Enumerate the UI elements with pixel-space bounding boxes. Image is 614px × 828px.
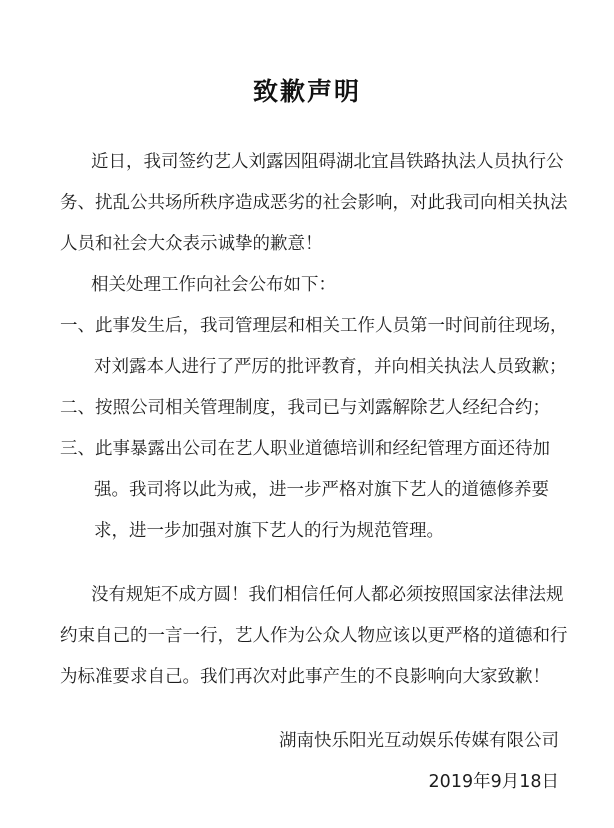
intro-line-3: 人员和社会大众表示诚挚的歉意！ bbox=[60, 234, 323, 254]
statement-title: 致歉声明 bbox=[252, 77, 361, 106]
item-3-line-3: 求，进一步加强对旗下艺人的行为规范管理。 bbox=[94, 521, 444, 541]
announce-line: 相关处理工作向社会公布如下： bbox=[91, 275, 336, 295]
item-3-line-2: 强。我司将以此为戒，进一步严格对旗下艺人的道德修养要 bbox=[94, 480, 549, 500]
item-1-line-2: 对刘露本人进行了严厉的批评教育，并向相关执法人员致歉； bbox=[94, 357, 567, 377]
item-1-line-1: 一、此事发生后，我司管理层和相关工作人员第一时间前往现场， bbox=[60, 316, 568, 336]
closing-line-1: 没有规矩不成方圆！我们相信任何人都必须按照国家法律法规 bbox=[91, 585, 564, 605]
closing-line-3: 为标准要求自己。我们再次对此事产生的不良影响向大家致歉！ bbox=[60, 667, 550, 687]
closing-line-2: 约束自己的一言一行，艺人作为公众人物应该以更严格的道德和行 bbox=[60, 626, 568, 646]
intro-line-1: 近日，我司签约艺人刘露因阻碍湖北宜昌铁路执法人员执行公 bbox=[91, 152, 564, 172]
item-2-line-1: 二、按照公司相关管理制度，我司已与刘露解除艺人经纪合约； bbox=[60, 398, 550, 418]
item-3-line-1: 三、此事暴露出公司在艺人职业道德培训和经纪管理方面还待加 bbox=[60, 439, 550, 459]
signature-date: 2019年9月18日 bbox=[428, 772, 559, 792]
signature-company: 湖南快乐阳光互动娱乐传媒有限公司 bbox=[279, 731, 559, 751]
intro-line-2: 务、扰乱公共场所秩序造成恶劣的社会影响，对此我司向相关执法 bbox=[60, 193, 568, 213]
